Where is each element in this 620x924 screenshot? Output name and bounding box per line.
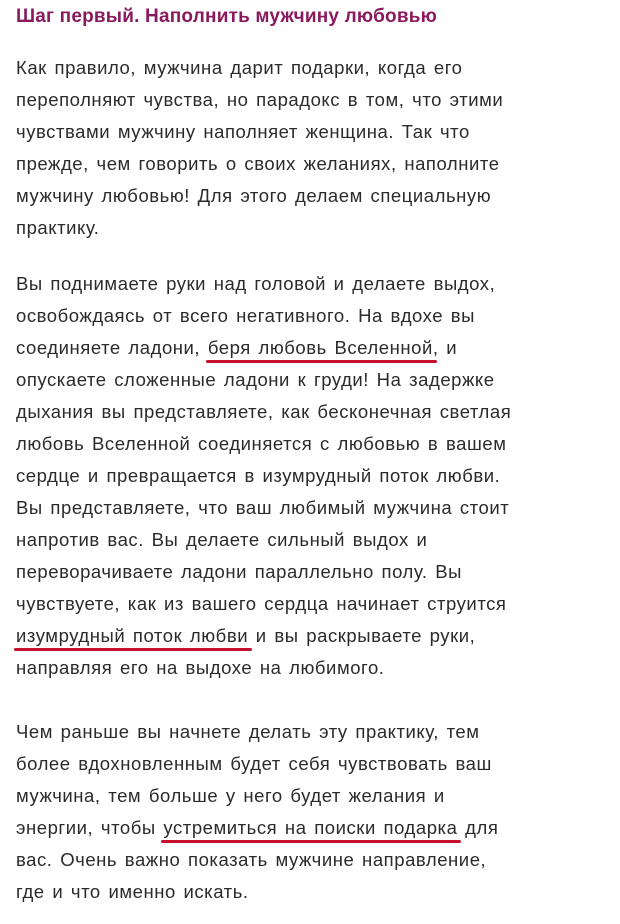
text-line: где и что именно искать. <box>16 881 249 902</box>
text-line: мужчину любовью! Для этого делаем специальную <box>16 185 492 206</box>
line-text: и вы раскрываете руки, <box>248 625 476 646</box>
paragraph-3 <box>16 716 616 908</box>
text-line <box>16 620 616 652</box>
line-text: для <box>457 817 499 838</box>
line-text: , и <box>432 337 458 358</box>
line-text: энергии, чтобы <box>16 817 164 838</box>
text-line <box>16 332 616 364</box>
text-line: Как правило, мужчина дарит подарки, когда его <box>16 57 463 78</box>
text-line: Вы представляете, что ваш любимый мужчина стоит <box>16 497 510 518</box>
text-line: мужчина, тем больше у него будет желания и <box>16 785 445 806</box>
line-text: соединяете ладони, <box>16 337 208 358</box>
underlined-phrase: беря любовь Вселенной <box>208 332 433 364</box>
text-line: Чем раньше вы начнете делать эту практику, тем <box>16 721 480 742</box>
text-line: Вы поднимаете руки над головой и делаете выдох, <box>16 273 496 294</box>
text-line: прежде, чем говорить о своих желаниях, наполните <box>16 153 500 174</box>
text-line: любовь Вселенной соединяется с любовью в вашем <box>16 433 507 454</box>
text-line <box>16 812 616 844</box>
text-line: направляя его на выдохе на любимого. <box>16 657 385 678</box>
paragraph-2 <box>16 268 616 684</box>
underlined-phrase: изумрудный поток любви <box>16 620 248 652</box>
paragraph-1 <box>16 52 616 244</box>
text-line: чувствуете, как из вашего сердца начинает струится <box>16 593 507 614</box>
section-heading: Шаг первый. Наполнить мужчину любовью <box>16 6 438 27</box>
text-line: вас. Очень важно показать мужчине направление, <box>16 849 487 870</box>
text-line: опускаете сложенные ладони к груди! На задержке <box>16 369 495 390</box>
underlined-phrase: устремиться на поиски подарка <box>163 812 457 844</box>
text-line: дыхания вы представляете, как бесконечная светлая <box>16 401 512 422</box>
text-line: чувствами мужчину наполняет женщина. Так что <box>16 121 470 142</box>
text-line: практику. <box>16 217 100 238</box>
text-line: переполняют чувства, но парадокс в том, что этими <box>16 89 504 110</box>
text-line: напротив вас. Вы делаете сильный выдох и <box>16 529 428 550</box>
text-line: более вдохновленным будет себя чувствовать ваш <box>16 753 492 774</box>
text-line: сердце и превращается в изумрудный поток любви. <box>16 465 501 486</box>
text-line: освобождаясь от всего негативного. На вдохе вы <box>16 305 476 326</box>
text-line: переворачиваете ладони параллельно полу. Вы <box>16 561 462 582</box>
